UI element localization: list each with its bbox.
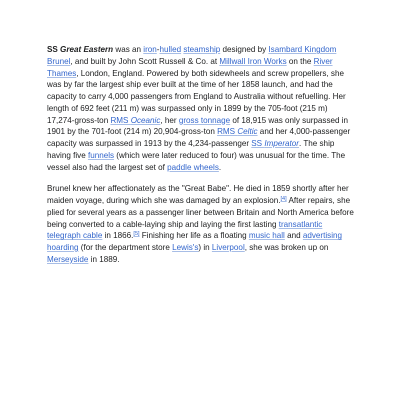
history-paragraph	[47, 183, 355, 265]
text-run: After repairs, she plied for several years as a passenger liner between Britain and North America before being converted to a cable-laying ship and laying the first lasting	[47, 196, 354, 229]
text-run: ) in	[198, 243, 212, 252]
text-run: of 18,915 was only surpassed in 1901 by the 701-foot (214 m) 20,904-gross-ton	[47, 115, 349, 137]
intro-paragraph	[47, 44, 355, 173]
text-run: . The ship having five	[47, 139, 335, 160]
wiki-link[interactable]: Celtic	[237, 127, 258, 137]
citation-link[interactable]: [4]	[280, 196, 287, 202]
wiki-link[interactable]: Millwall Iron Works	[219, 56, 287, 66]
wiki-link[interactable]: advertising hoarding	[47, 231, 343, 252]
text-run: , her	[160, 115, 179, 125]
article-subject: Great Eastern	[60, 45, 114, 54]
text-run: was an	[113, 45, 144, 54]
wiki-link[interactable]: funnels	[87, 150, 115, 160]
wiki-link[interactable]: hulled	[159, 45, 182, 54]
text-run: on the	[286, 56, 314, 66]
wiki-link[interactable]: Lewis's	[172, 243, 199, 252]
wiki-link[interactable]: gross tonnage	[178, 115, 231, 125]
wiki-link[interactable]: RMS	[217, 127, 238, 137]
text-run: Finishing her life as a floating	[139, 231, 249, 241]
wiki-link[interactable]: transatlantic telegraph cable	[47, 219, 323, 241]
text-run: designed by	[220, 45, 269, 54]
article-body	[47, 44, 355, 276]
wiki-link[interactable]: steamship	[183, 45, 221, 54]
text-run: and	[284, 231, 303, 241]
text-run: -	[156, 45, 160, 54]
wiki-link[interactable]: Oceanic	[130, 115, 161, 125]
text-run: (which were later reduced to four) was unusual for the time. The vessel also had the largest set of	[47, 150, 346, 172]
text-run: in 1866.	[102, 231, 134, 241]
wiki-link[interactable]: Merseyside	[47, 254, 89, 264]
wiki-link[interactable]: music hall	[248, 231, 285, 241]
text-run: , she was broken up on	[244, 243, 329, 252]
text-run: , and built by John Scott Russell & Co. at	[70, 56, 220, 66]
wiki-link[interactable]: Liverpool	[211, 243, 245, 252]
wiki-link[interactable]: Isambard Kingdom Brunel	[47, 45, 337, 66]
wiki-link[interactable]: SS	[251, 139, 265, 148]
wiki-link[interactable]: River Thames	[47, 56, 333, 78]
citation-link[interactable]: [5]	[133, 231, 140, 238]
wiki-link[interactable]: paddle wheels	[167, 162, 219, 172]
text-run: .	[218, 162, 222, 172]
wiki-link[interactable]: Imperator	[264, 139, 299, 148]
article-subject: SS	[47, 45, 61, 54]
wiki-link[interactable]: RMS	[110, 115, 131, 125]
text-run: in 1889.	[88, 254, 120, 264]
wiki-link[interactable]: iron	[143, 45, 157, 54]
text-run: (for the department store	[78, 243, 173, 252]
text-run: and her 4,000-passenger capacity was surpassed in 1913 by the 4,234-passenger	[47, 127, 351, 148]
text-run: Brunel knew her affectionately as the "Great Babe". He died in 1859 shortly after her maiden voyage, during which she was damaged by an explosion.	[47, 184, 349, 205]
text-run: , London, England. Powered by both sidewheels and screw propellers, she was by far the largest ship ever built at the time of her 1858 launch, and had the capacity to carry 4,000 passengers from England to Australia without refuelling. Her length of 692 feet (211 m) was surpassed only in 1899 by the 705-foot (215 m) 17,274-gross-ton	[47, 68, 346, 125]
